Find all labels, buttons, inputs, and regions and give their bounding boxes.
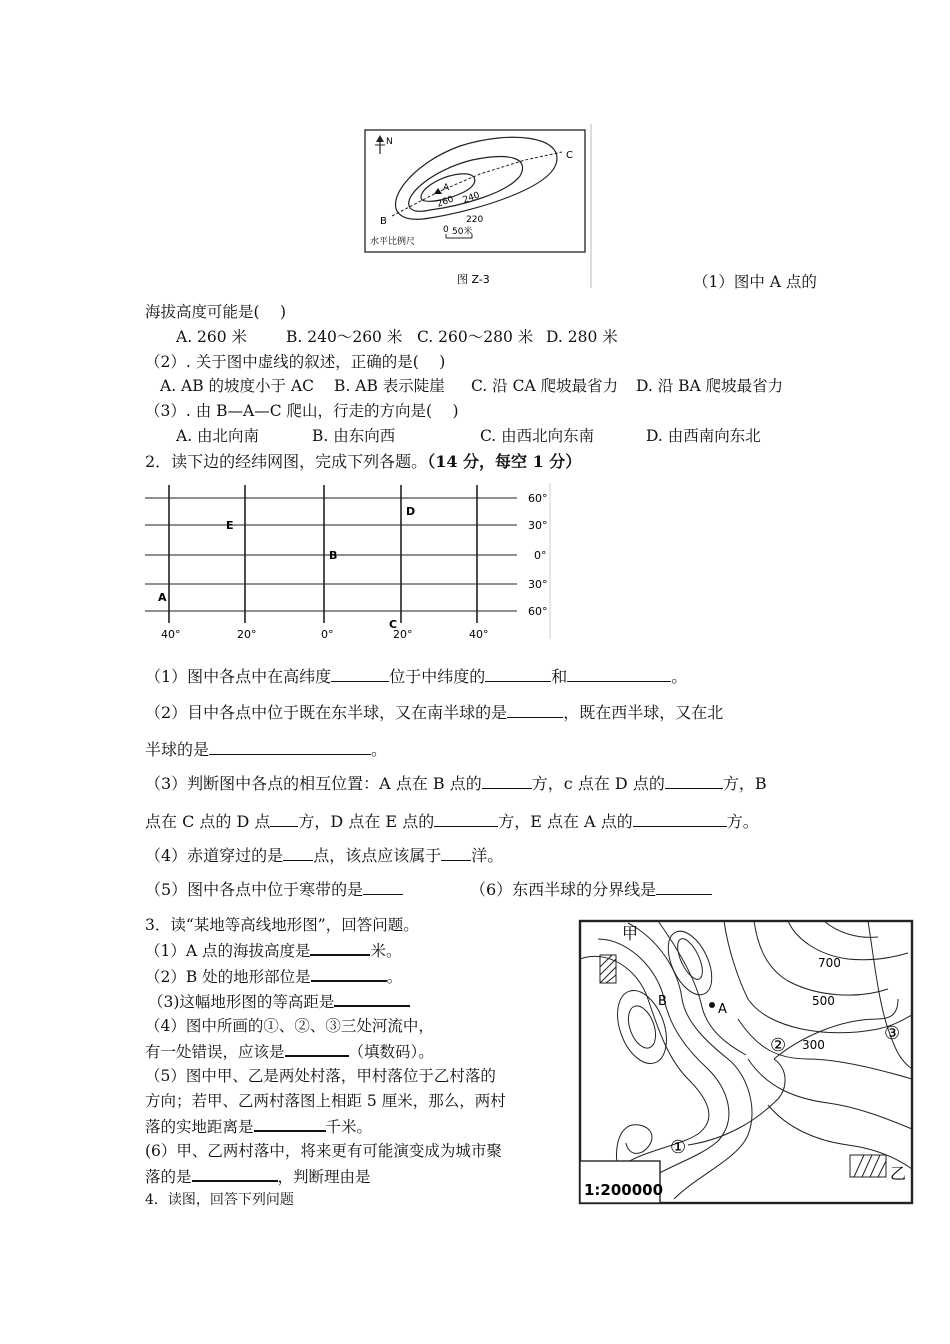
blank[interactable]: [209, 740, 371, 755]
q2-s4-c: 洋。: [471, 846, 504, 865]
q1-option-a: A. 260 米: [176, 328, 248, 346]
q2-s2-a: （2）目中各点中位于既在东半球，又在南半球的是: [145, 703, 508, 722]
q3-p5-d: 千米。: [325, 1118, 373, 1136]
contour-label-220: 220: [466, 215, 484, 225]
blank[interactable]: [285, 1041, 349, 1057]
blank[interactable]: [482, 774, 532, 789]
q3-p2-b: 。: [386, 968, 403, 986]
label-jia: 甲: [622, 924, 639, 943]
label-c: C: [566, 150, 573, 161]
q2-s1-b: 位于中纬度的: [389, 667, 486, 686]
contour-300: 300: [802, 1038, 825, 1052]
lon-label-20w: 20°: [237, 628, 257, 641]
q3-p4-b: 有一处错误，应该是: [145, 1043, 285, 1061]
q2-s1-c: 和: [551, 667, 568, 686]
lon-label-40e: 40°: [469, 628, 489, 641]
q3-p1-b: 米。: [370, 942, 402, 960]
blank[interactable]: [441, 846, 471, 861]
q1-sub2-option-b: B. AB 表示陡崖: [334, 377, 445, 395]
q3-p3: [148, 991, 410, 1012]
q1-stem: 海拔高度可能是( ): [145, 303, 287, 321]
grid-point-b: B: [329, 549, 338, 562]
blank[interactable]: [363, 880, 403, 895]
label-a: A: [443, 183, 450, 193]
blank[interactable]: [254, 1116, 326, 1132]
q3-p6a: (6）甲、乙两村落中，将来更有可能演变成为城市聚: [145, 1142, 502, 1160]
grid-point-d: D: [406, 505, 416, 518]
q2-s4-a: （4）赤道穿过的是: [145, 846, 284, 865]
contour-label-260: 260: [435, 194, 456, 210]
grid-point-c: C: [389, 618, 398, 631]
scale-name: 水平比例尺: [370, 237, 416, 247]
q2-s3-b: 方，c 点在 D 点的: [531, 774, 665, 793]
label-b: B: [380, 216, 387, 227]
q1-sub3: （3）. 由 B—A—C 爬山，行走的方向是( ): [145, 402, 459, 420]
scale-zero: 0: [443, 225, 449, 235]
q2-s1-d: 。: [671, 667, 688, 686]
q3-p5: [145, 1116, 372, 1137]
river-2: ②: [770, 1035, 787, 1056]
q2-s3-a: （3）判断图中各点的相互位置：A 点在 B 点的: [145, 774, 482, 793]
q4-title: 4．读图，回答下列问题: [145, 1192, 294, 1208]
blank[interactable]: [633, 812, 727, 827]
q2-s1: [145, 667, 687, 687]
q1-option-c: C. 260～280 米: [417, 328, 534, 346]
q2-s5: [145, 880, 403, 900]
blank[interactable]: [331, 667, 389, 682]
blank[interactable]: [283, 846, 313, 861]
river-1: ①: [670, 1137, 687, 1158]
q3-p1-a: （1）A 点的海拔高度是: [145, 942, 311, 960]
q2-s2: [145, 703, 723, 723]
lat-label-60n: 60°: [528, 492, 548, 505]
point-a-dot: [709, 1002, 715, 1008]
contour-500: 500: [812, 994, 835, 1008]
scale-length: 50米: [452, 227, 473, 237]
blank[interactable]: [656, 880, 712, 895]
figure-caption: 图 Z-3: [457, 273, 490, 286]
q3-p2-a: （2）B 处的地形部位是: [145, 968, 311, 986]
grid-point-a: A: [158, 591, 167, 604]
q1-sub2-option-d: D. 沿 BA 爬坡最省力: [636, 377, 784, 395]
label-b: B: [658, 994, 667, 1009]
q3-p4-c: （填数码）。: [348, 1043, 434, 1061]
lon-label-40w: 40°: [161, 628, 181, 641]
lat-label-0: 0°: [534, 549, 547, 562]
q1-sub3-option-d: D. 由西南向东北: [646, 427, 761, 445]
q3-p6-b: 落的是: [145, 1168, 192, 1186]
blank[interactable]: [485, 667, 551, 682]
blank[interactable]: [192, 1166, 278, 1182]
q1-option-b: B. 240～260 米: [286, 328, 403, 346]
contour-700: 700: [818, 956, 841, 970]
q2-s3-d: 点在 C 点的 D 点: [145, 812, 271, 831]
q1-sub3-option-b: B. 由东向西: [312, 427, 396, 445]
blank[interactable]: [434, 812, 498, 827]
q2-s3-c: 方，B: [722, 774, 767, 793]
q3-title: 3．读“某地等高线地形图”，回答问题。: [145, 916, 419, 934]
lat-label-30n: 30°: [528, 519, 548, 532]
q1-sub3-option-a: A. 由北向南: [176, 427, 260, 445]
q3-p4: [145, 1041, 434, 1062]
q3-p4a: （4）图中所画的①、②、③三处河流中，: [145, 1017, 434, 1035]
blank[interactable]: [270, 812, 298, 827]
q3-p6: [145, 1166, 371, 1187]
blank[interactable]: [567, 667, 671, 682]
q3-p6-c: ，判断理由是: [277, 1168, 371, 1186]
lon-label-0: 0°: [321, 628, 334, 641]
q3-p3-text: （3)这幅地形图的等高距是: [148, 993, 335, 1011]
q2-s2-d: 。: [371, 740, 388, 759]
q1-intro: （1）图中 A 点的: [693, 273, 817, 291]
lon-label-20e: 20°: [393, 628, 413, 641]
lat-label-30s: 30°: [528, 578, 548, 591]
q2-s2-b: ，既在西半球，又在北: [563, 703, 724, 722]
contour-figure-z3: [360, 124, 595, 290]
q2-title: [145, 452, 581, 472]
q2-s5-text: （5）图中各点中位于寒带的是: [145, 880, 364, 899]
q2-s6-text: （6）东西半球的分界线是: [470, 880, 657, 899]
q1-sub2-option-c: C. 沿 CA 爬坡最省力: [471, 377, 619, 395]
q2-s4: [145, 846, 503, 866]
north-label: N: [386, 137, 393, 147]
label-yi: 乙: [890, 1164, 907, 1183]
q1-sub3-option-c: C. 由西北向东南: [480, 427, 595, 445]
q2-s3-cont: [145, 812, 759, 832]
q2-s1-a: （1）图中各点中在高纬度: [145, 667, 332, 686]
grid-point-e: E: [226, 519, 234, 532]
river-3: ③: [884, 1023, 901, 1044]
contour-label-240: 240: [461, 190, 482, 206]
lat-label-60s: 60°: [528, 605, 548, 618]
label-a: A: [718, 1002, 727, 1017]
q2-s3-e: 方，D 点在 E 点的: [298, 812, 435, 831]
q2-s4-b: 点，该点应该属于: [313, 846, 442, 865]
graticule-grid: [145, 483, 555, 643]
q2-title-text: 2．读下边的经纬网图，完成下列各题。: [145, 452, 428, 471]
blank[interactable]: [334, 991, 410, 1007]
blank[interactable]: [311, 966, 387, 982]
q2-s2-cont: [145, 740, 387, 760]
q2-score: （14 分，每空 1 分）: [427, 452, 582, 471]
q1-sub2: （2）. 关于图中虚线的叙述，正确的是( ): [145, 353, 446, 371]
q3-p5-c: 落的实地距离是: [145, 1118, 254, 1136]
q2-s3: [145, 774, 767, 794]
q2-s2-c: 半球的是: [145, 740, 210, 759]
q3-p5a: （5）图中甲、乙是两处村落，甲村落位于乙村落的: [145, 1067, 496, 1085]
topographic-map: [578, 919, 914, 1205]
map-scale: 1:200000: [584, 1181, 664, 1199]
q3-p5b: 方向；若甲、乙两村落图上相距 5 厘米，那么，两村: [145, 1092, 506, 1110]
q2-s3-g: 方。: [726, 812, 759, 831]
q3-p2: [145, 966, 402, 987]
blank[interactable]: [310, 940, 370, 956]
blank[interactable]: [507, 703, 563, 718]
q1-option-d: D. 280 米: [546, 328, 618, 346]
q2-s3-f: 方，E 点在 A 点的: [498, 812, 633, 831]
q3-p1: [145, 940, 402, 961]
blank[interactable]: [665, 774, 723, 789]
q1-sub2-option-a: A. AB 的坡度小于 AC: [160, 377, 315, 395]
q2-s6: [470, 880, 712, 900]
